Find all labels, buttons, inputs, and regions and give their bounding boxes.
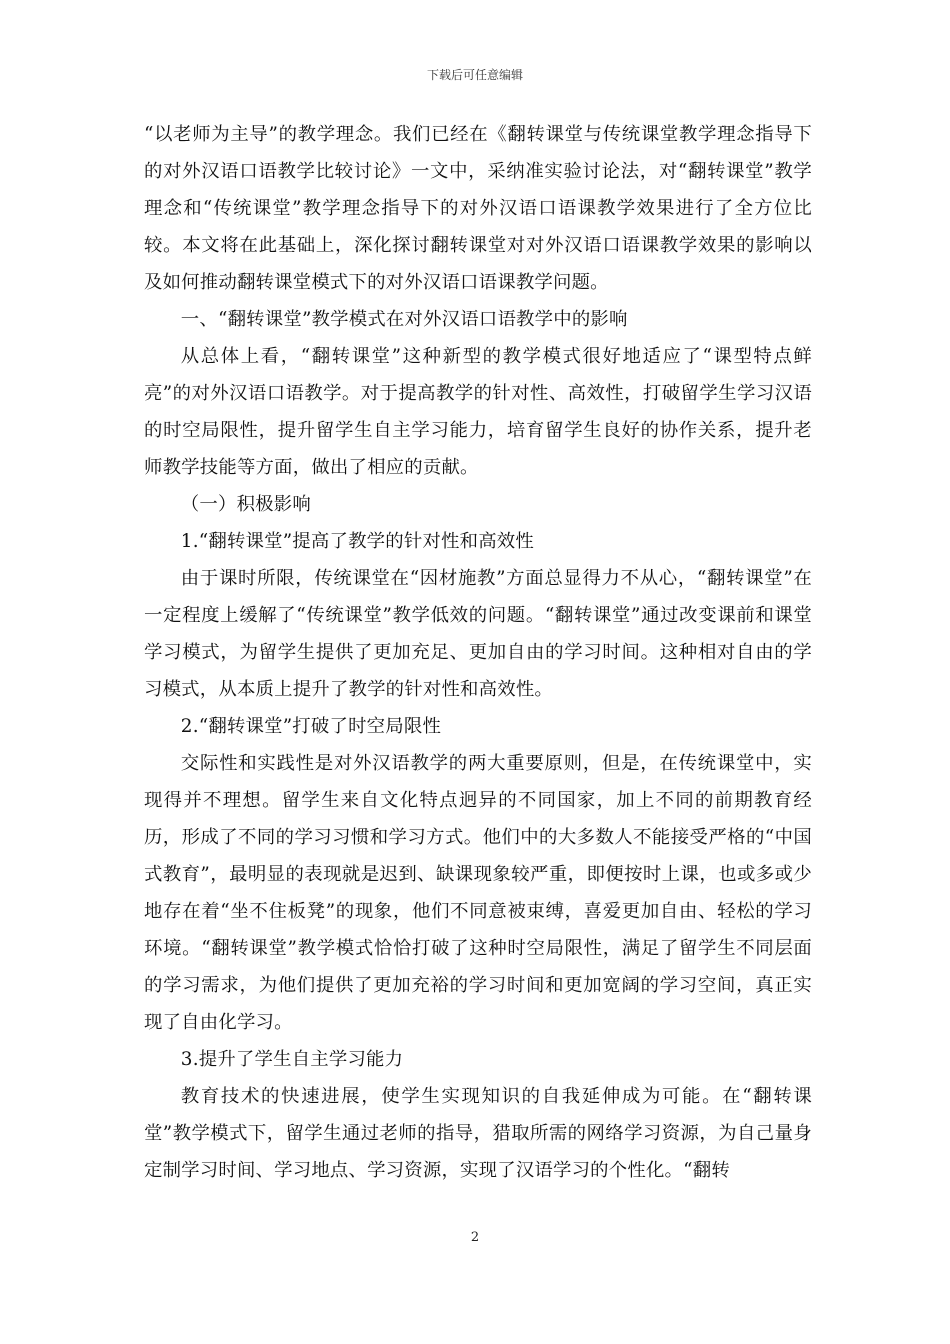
point-heading-3: 3.提升了学生自主学习能力 <box>180 1049 404 1070</box>
page-number: 2 <box>470 1230 480 1245</box>
paragraph-5: 教育技术的快速进展，使学生实现知识的自我延伸成为可能。在“翻转课堂”教学模式下，留学生通过老师的指导，猎取所需的网络学习资源，为自己量身定制学习时间、学习地点、学习资源，实现了汉语学习的个性化。“翻转 <box>144 1086 812 1181</box>
paragraph-2: 从总体上看，“翻转课堂”这种新型的教学模式很好地适应了“课型特点鲜亮”的对外汉语口语教学。对于提高教学的针对性、高效性，打破留学生学习汉语的时空局限性，提升留学生自主学习能力，培育留学生良好的协作关系，提升老师教学技能等方面，做出了相应的贡献。 <box>144 346 812 478</box>
paragraph-3: 由于课时所限，传统课堂在“因材施教”方面总显得力不从心，“翻转课堂”在一定程度上缓解了“传统课堂”教学低效的问题。“翻转课堂”通过改变课前和课堂学习模式，为留学生提供了更加充足、更加自由的学习时间。这种相对自由的学习模式，从本质上提升了教学的针对性和高效性。 <box>144 568 812 700</box>
point-heading-1: 1.“翻转课堂”提高了教学的针对性和高效性 <box>180 531 534 552</box>
paragraph-1: “以老师为主导”的教学理念。我们已经在《翻转课堂与传统课堂教学理念指导下的对外汉语口语教学比较讨论》一文中，采纳准实验讨论法，对“翻转课堂”教学理念和“传统课堂”教学理念指导下的对外汉语口语课教学效果进行了全方位比较。本文将在此基础上，深化探讨翻转课堂对对外汉语口语课教学效果的影响以及如何推动翻转课堂模式下的对外汉语口语课教学问题。 <box>144 124 812 293</box>
page-header: 下载后可任意编辑 <box>426 68 523 82</box>
document-body <box>144 116 812 1189</box>
paragraph-4: 交际性和实践性是对外汉语教学的两大重要原则，但是，在传统课堂中，实现得并不理想。留学生来自文化特点迥异的不同国家，加上不同的前期教育经历，形成了不同的学习习惯和学习方式。他们中的大多数人不能接受严格的“中国式教育”，最明显的表现就是迟到、缺课现象较严重，即便按时上课，也或多或少地存在着“坐不住板凳”的现象，他们不同意被束缚，喜爱更加自由、轻松的学习环境。“翻转课堂”教学模式恰恰打破了这种时空局限性，满足了留学生不同层面的学习需求，为他们提供了更加充裕的学习时间和更加宽阔的学习空间，真正实现了自由化学习。 <box>144 753 812 1033</box>
subsection-heading-positive: （一）积极影响 <box>180 494 311 515</box>
section-heading-1: 一、“翻转课堂”教学模式在对外汉语口语教学中的影响 <box>180 309 628 330</box>
point-heading-2: 2.“翻转课堂”打破了时空局限性 <box>180 716 442 737</box>
